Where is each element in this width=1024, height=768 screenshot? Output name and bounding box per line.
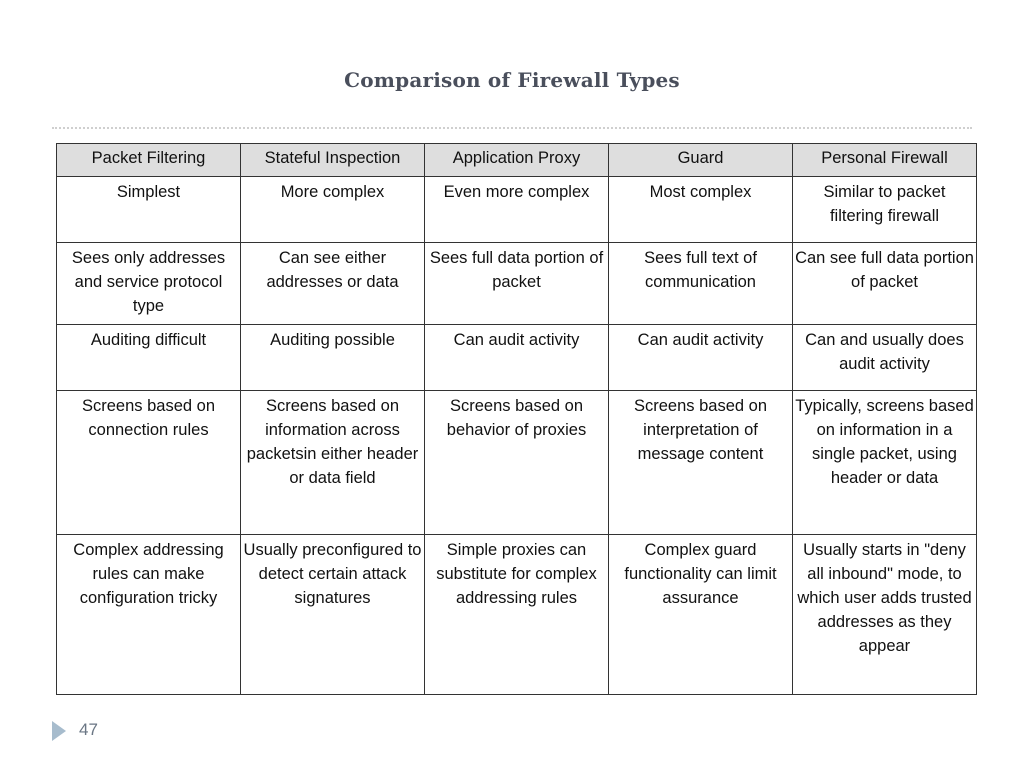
table-cell: Can see full data portion of packet — [793, 243, 977, 325]
table-cell: Sees full text of communication — [609, 243, 793, 325]
table-cell: Typically, screens based on information in a single packet, using header or data — [793, 391, 977, 535]
header-application-proxy: Application Proxy — [425, 144, 609, 177]
slide-title: Comparison of Firewall Types — [344, 68, 680, 92]
table-cell: Screens based on connection rules — [57, 391, 241, 535]
table-cell: Most complex — [609, 177, 793, 243]
table-cell: Can audit activity — [609, 325, 793, 391]
table-cell: More complex — [241, 177, 425, 243]
header-packet-filtering: Packet Filtering — [57, 144, 241, 177]
table-cell: Sees full data portion of packet — [425, 243, 609, 325]
table-cell: Complex addressing rules can make configuration tricky — [57, 535, 241, 695]
table-row — [57, 325, 977, 391]
table-cell: Screens based on behavior of proxies — [425, 391, 609, 535]
header-personal-firewall: Personal Firewall — [793, 144, 977, 177]
header-guard: Guard — [609, 144, 793, 177]
table-cell: Auditing difficult — [57, 325, 241, 391]
table-cell: Simple proxies can substitute for complex addressing rules — [425, 535, 609, 695]
table-header-row — [57, 144, 977, 177]
table-cell: Even more complex — [425, 177, 609, 243]
table-cell: Similar to packet filtering firewall — [793, 177, 977, 243]
title-divider — [52, 127, 972, 129]
table-cell: Sees only addresses and service protocol type — [57, 243, 241, 325]
table-row — [57, 535, 977, 695]
table-cell: Can and usually does audit activity — [793, 325, 977, 391]
page-number: 47 — [79, 720, 98, 739]
table-cell: Screens based on information across packetsin either header or data field — [241, 391, 425, 535]
table-row — [57, 391, 977, 535]
table-cell: Usually preconfigured to detect certain attack signatures — [241, 535, 425, 695]
table-cell: Complex guard functionality can limit assurance — [609, 535, 793, 695]
firewall-comparison-table — [56, 143, 977, 695]
header-stateful-inspection: Stateful Inspection — [241, 144, 425, 177]
table-cell: Can audit activity — [425, 325, 609, 391]
table-row — [57, 177, 977, 243]
table-cell: Auditing possible — [241, 325, 425, 391]
table-row — [57, 243, 977, 325]
table-cell: Usually starts in "deny all inbound" mode, to which user adds trusted addresses as they appear — [793, 535, 977, 695]
table-cell: Simplest — [57, 177, 241, 243]
triangle-right-icon — [52, 721, 66, 741]
table-cell: Can see either addresses or data — [241, 243, 425, 325]
table-cell: Screens based on interpretation of message content — [609, 391, 793, 535]
